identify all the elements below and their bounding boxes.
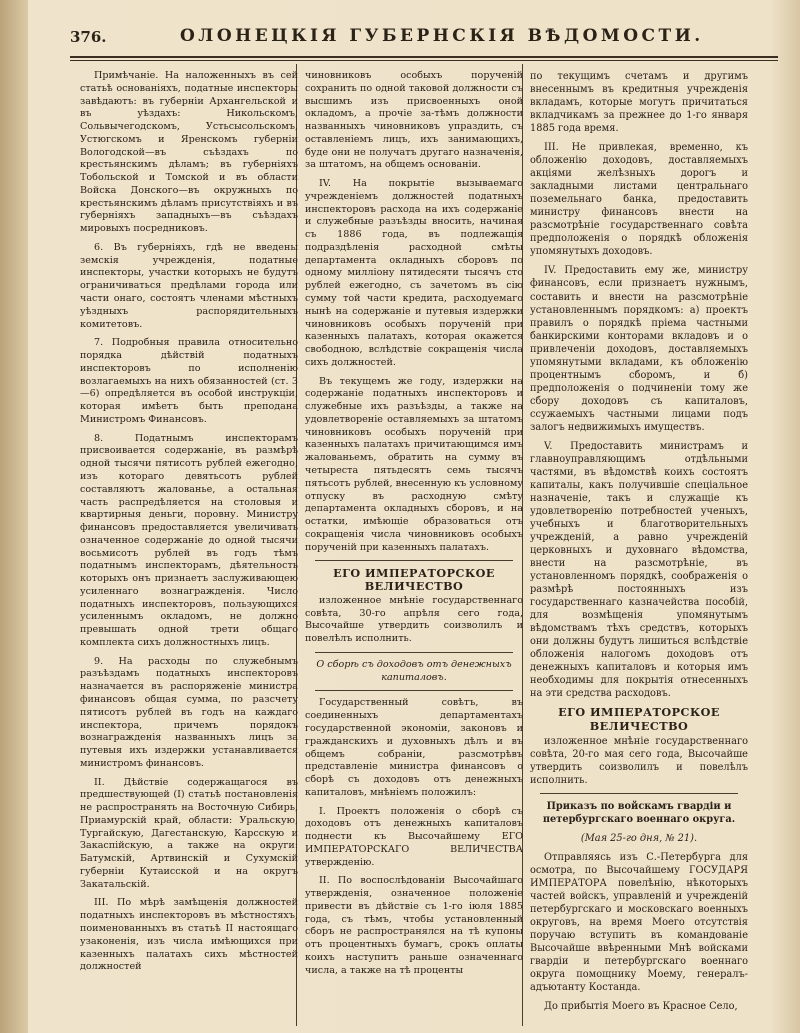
approval-text: изложенное мнѣніе государственнаго совѣта, 20-го мая сего года, Высочайше утвердить соизволилъ и повелѣлъ исполнить. <box>530 735 748 786</box>
paragraph: 7. Подробныя правила относительно порядка дѣйствій податныхъ инспекторовъ по исполненію возлагаемыхъ на нихъ обязанностей (ст. 3—6) опредѣляется въ особой инструкціи, которая имѣетъ быть преподана Министромъ Финансовъ. <box>80 337 298 425</box>
paragraph: Государственный совѣтъ, въ соединенныхъ департаментахъ государственной экономіи, законовъ и гражданскихъ и духовныхъ дѣлъ и въ общемъ собраніи, разсмотрѣвъ представленіе министра финансовъ о сборѣ съ доходовъ отъ денежныхъ капиталовъ, мнѣніемъ положилъ: <box>305 697 523 798</box>
page-header <box>70 22 775 52</box>
paragraph: по текущимъ счетамъ и другимъ внесеннымъ въ кредитныя учрежденія вкладамъ, которые могутъ причитаться вкладчикамъ за прежнее до 1-го января 1885 года время. <box>530 71 748 135</box>
column-2 <box>305 70 523 984</box>
paragraph: Отправляясь изъ С.-Петербурга для осмотра, по Высочайшему ГОСУДАРЯ ИМПЕРАТОРА повелѣнію, нѣкоторыхъ частей войскъ, управленій и учрежденій петербургскаго и московскаго военныхъ округовъ, на время Моего отсутствія поручаю вступить въ командованіе Высочайше ввѣренными Мнѣ войсками гвардіи и петербургскаго военнаго округа помощнику Моему, генералъ-адъютанту Костанда. <box>530 851 748 994</box>
section-rule <box>315 560 513 561</box>
paragraph: 8. Податнымъ инспекторамъ присвоивается содержаніе, въ размѣрѣ одной тысячи пятисотъ рублей ежегодно, изъ котораго девятьсотъ рублей составляютъ жалованье, а остальная часть распредѣляется на столовыя и квартирныя деньги, поровну. Министру финансовъ предоставляется увеличивать означенное содержаніе до одной тысячи восьмисотъ рублей въ годъ тѣмъ податнымъ инспекторамъ, дѣятельность которыхъ онъ признаетъ заслуживающею усиленнаго вознагражденія. Число податныхъ инспекторовъ, пользующихся усиленнымъ окладомъ, не должно превышать одной трети общаго комплекта сихъ должностныхъ лицъ. <box>80 432 298 648</box>
paragraph: II. Дѣйствіе содержащагося въ предшествующей (I) статьѣ постановленія не распространять на Восточную Сибирь, Приамурскій край, области: Уральскую, Тургайскую, Дагестанскую, Карсскую и Закаспійскую, а также на округи: Батумскій, Артвинскій и Сухумскій губерніи Кутаисской и на округъ Закатальскій. <box>80 776 298 890</box>
column-1 <box>80 70 298 980</box>
paragraph: I. Проектъ положенія о сборѣ съ доходовъ отъ денежныхъ капиталовъ поднести къ Высочайшему ЕГО ИМПЕРАТОРСКАГО ВЕЛИЧЕСТВА утвержденію. <box>305 805 523 868</box>
order-title: Приказъ по войскамъ гвардіи и петербургскаго военнаго округа. <box>542 800 736 825</box>
header-rule <box>70 56 778 58</box>
imperial-heading: ЕГО ИМПЕРАТОРСКОЕ ВЕЛИЧЕСТВО <box>333 566 495 594</box>
paragraph: III. Не привлекая, временно, къ обложенію доходовъ, доставляемыхъ акціями желѣзныхъ дорогъ и закладными листами центральнаго поземельнаго банка, предоставить министру финансовъ внести на разсмотрѣніе государственнаго совѣта предположенія о порядкѣ обложенія упомянутыхъ доходовъ. <box>530 142 748 258</box>
paragraph: 9. На расходы по служебнымъ разъѣздамъ податныхъ инспекторовъ назначается въ распоряженіе министра финансовъ общая сумма, по разсчету пятисотъ рублей въ годъ на каждаго инспектора, причемъ порядокъ вознагражденія названныхъ лицъ за путевыя ихъ издержки устанавливается министромъ финансовъ. <box>80 655 298 769</box>
section-rule <box>315 652 513 653</box>
section-rule <box>315 690 513 691</box>
header-rule-thin <box>70 60 778 61</box>
paragraph: IV. На покрытіе вызываемаго учрежденіемъ должностей податныхъ инспекторовъ расхода на ихъ содержаніе и служебные разъѣзды вносить, начиная съ 1886 года, въ подлежащія подраздѣленія расходной смѣты департамента окладныхъ сборовъ по одному милліону пятидесяти тысячъ сто рублей ежегодно, съ зачетомъ въ сію сумму той части кредита, расходуемаго нынѣ на содержаніе и путевыя издержки чиновниковъ особыхъ порученій при казенныхъ палатахъ, которая окажется свободною, вслѣдствіе сокращенія числа сихъ должностей. <box>305 178 523 368</box>
paragraph: Въ текущемъ же году, издержки на содержаніе податныхъ инспекторовъ и служебные ихъ разъѣзды, а также на удовлетвореніе оставляемыхъ за штатомъ чиновниковъ особыхъ порученій при казенныхъ палатахъ причитающимся имъ жалованьемъ, обратить на сумму въ четыреста пятьдесятъ семь тысячъ пятьсотъ рублей, внесенную къ условному отпуску въ расходную смѣту департамента окладныхъ сборовъ, и на остатки, имѣющіе образоваться отъ сокращенія числа чиновниковъ особыхъ порученій при казенныхъ палатахъ. <box>305 375 523 553</box>
section-subtitle: О сборѣ съ доходовъ отъ денежныхъ капиталовъ. <box>316 658 512 683</box>
column-3 <box>530 70 748 1019</box>
paragraph: V. Предоставить министрамъ и главноуправляющимъ отдѣльными частями, въ вѣдомствѣ коихъ состоятъ капиталы, какъ получившіе спеціальное назначеніе, такъ и служащіе къ удовлетворенію потребностей ученыхъ, учебныхъ и благотворительныхъ учрежденій, а равно учрежденій церковныхъ и духовнаго вѣдомства, внести на разсмотрѣніе, въ установленномъ порядкѣ, соображенія о размѣрѣ постоянныхъ изъ государственнаго казначейства пособій, для возмѣщенія упомянутымъ вѣдомствамъ тѣхъ средствъ, которыхъ они должны будутъ лишиться вслѣдствіе обложенія налогомъ доходовъ отъ денежныхъ капиталовъ и которыя имъ необходимы для покрытія отнесенныхъ на эти средства расходовъ. <box>530 440 748 700</box>
page-title: ОЛОНЕЦКІЯ ГУБЕРНСКІЯ ВѢДОМОСТИ. <box>180 26 704 46</box>
paragraph: II. По воспослѣдованіи Высочайшаго утвержденія, означенное положеніе привести въ дѣйствіе съ 1-го іюля 1885 года, съ тѣмъ, чтобы установленный сборъ не распространялся на тѣ купоны отъ процентныхъ бумагъ, срокъ оплаты коихъ наступитъ раньше означеннаго числа, а также на тѣ проценты <box>305 875 523 976</box>
imperial-heading: ЕГО ИМПЕРАТОРСКОЕ ВЕЛИЧЕСТВО <box>558 705 720 733</box>
paragraph: Примѣчаніе. На наложенныхъ въ сей статьѣ основаніяхъ, податные инспекторы завѣдаютъ: въ губерніи Архангельской и въ уѣздахъ: Никольскомъ, Сольвычегодскомъ, Устьсысольскомъ, Устюгскомъ и Яренскомъ губерніи Вологодской—въ съѣздахъ по крестьянскимъ дѣламъ; въ губерніяхъ Тобольской и Томской и въ области Войска Донского—въ окружныхъ по крестьянскимъ дѣламъ присутствіяхъ и въ губерніяхъ западныхъ—въ съѣздахъ мировыхъ посредниковъ. <box>80 70 298 235</box>
paragraph: 6. Въ губерніяхъ, гдѣ не введены земскія учрежденія, податные инспекторы, участки которыхъ не будутъ ограничиваться предѣлами города или части онаго, состоятъ членами мѣстныхъ уѣздныхъ распорядительныхъ комитетовъ. <box>80 241 298 330</box>
paragraph: чиновниковъ особыхъ порученій сохранить по одной таковой должности съ высшимъ изъ присвоенныхъ оной окладомъ, а прочіе за-тѣмъ должности названныхъ чиновниковъ упраздить, съ оставленіемъ лицъ, ихъ занимающихъ, буде они не получатъ другаго назначенія, за штатомъ, на общемъ основаніи. <box>305 70 523 171</box>
paragraph: III. По мѣрѣ замѣщенія должностей податныхъ инспекторовъ въ мѣстностяхъ, поименованныхъ въ статьѣ II настоящаго узаконенія, изъ числа имѣющихся при казенныхъ палатахъ сихъ мѣстностей должностей <box>80 897 298 973</box>
page-number: 376. <box>70 28 107 46</box>
page-fold-edge <box>0 0 28 1033</box>
approval-text: изложенное мнѣніе государственнаго совѣта, 30-го апрѣля сего года, Высочайше утвердить соизволилъ и повелѣлъ исполнить. <box>305 594 523 645</box>
paragraph: До прибытія Моего въ Красное Село, <box>544 1001 738 1013</box>
section-rule <box>540 793 738 794</box>
order-date: (Мая 25-го дня, № 21). <box>580 832 698 844</box>
paragraph: IV. Предоставить ему же, министру финансовъ, если признаетъ нужнымъ, составить и внести на разсмотрѣніе установленнымъ порядкомъ: а) проектъ правилъ о порядкѣ пріема частными банкирскими конторами вкладовъ и о привлеченіи доходовъ, доставляемыхъ упомянутыми вкладами, къ обложенію процентнымъ сборомъ, и б) предположенія о подчиненіи тому же сбору доходовъ съ капиталовъ, ссужаемыхъ частными лицами подъ залогъ недвижимыхъ имуществъ. <box>530 265 748 433</box>
